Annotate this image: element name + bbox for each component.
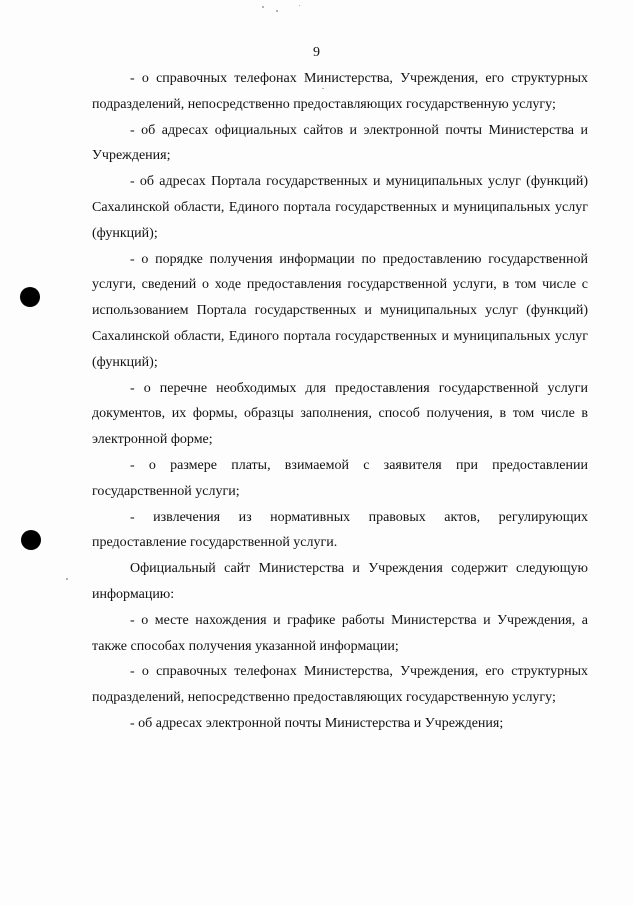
paragraph: - о порядке получения информации по предоставлению государственной услуги, сведений о ходе предоставления государственной услуги, в том числе с использованием Портала государственных и муниципальных услуг (функций) Сахалинской области, Единого портала государственных и муниципальных услуг (функций); bbox=[92, 251, 588, 370]
paragraph: - извлечения из нормативных правовых актов, регулирующих предоставление государственной услуги. bbox=[92, 509, 588, 551]
scan-speck bbox=[276, 10, 278, 12]
paragraph: - об адресах электронной почты Министерства и Учреждения; bbox=[130, 715, 504, 731]
paragraph: - об адресах официальных сайтов и электронной почты Министерства и Учреждения; bbox=[92, 122, 588, 164]
document-body bbox=[92, 66, 588, 737]
paragraph: - о месте нахождения и графике работы Министерства и Учреждения, а также способах получения указанной информации; bbox=[92, 612, 588, 654]
paragraph: Официальный сайт Министерства и Учреждения содержит следующую информацию: bbox=[92, 561, 588, 602]
scan-speck bbox=[262, 6, 264, 8]
scan-speck bbox=[66, 578, 68, 580]
paragraph: - о справочных телефонах Министерства, Учреждения, его структурных подразделений, непосредственно предоставляющих государственную услугу; bbox=[92, 71, 588, 112]
punch-hole bbox=[20, 287, 40, 307]
punch-hole bbox=[21, 530, 41, 550]
paragraph: - о размере платы, взимаемой с заявителя при предоставлении государственной услуги; bbox=[92, 457, 588, 499]
paragraph: - о справочных телефонах Министерства, Учреждения, его структурных подразделений, непосредственно предоставляющих государственную услугу; bbox=[92, 664, 588, 706]
page-number: 9 bbox=[313, 45, 320, 60]
scan-speck bbox=[299, 5, 300, 6]
paragraph: - о перечне необходимых для предоставления государственной услуги документов, их формы, образцы заполнения, способ получения, в том числе в электронной форме; bbox=[92, 380, 588, 448]
paragraph: - об адресах Портала государственных и муниципальных услуг (функций) Сахалинской области, Единого портала государственных и муниципальных услуг (функций); bbox=[92, 174, 588, 241]
